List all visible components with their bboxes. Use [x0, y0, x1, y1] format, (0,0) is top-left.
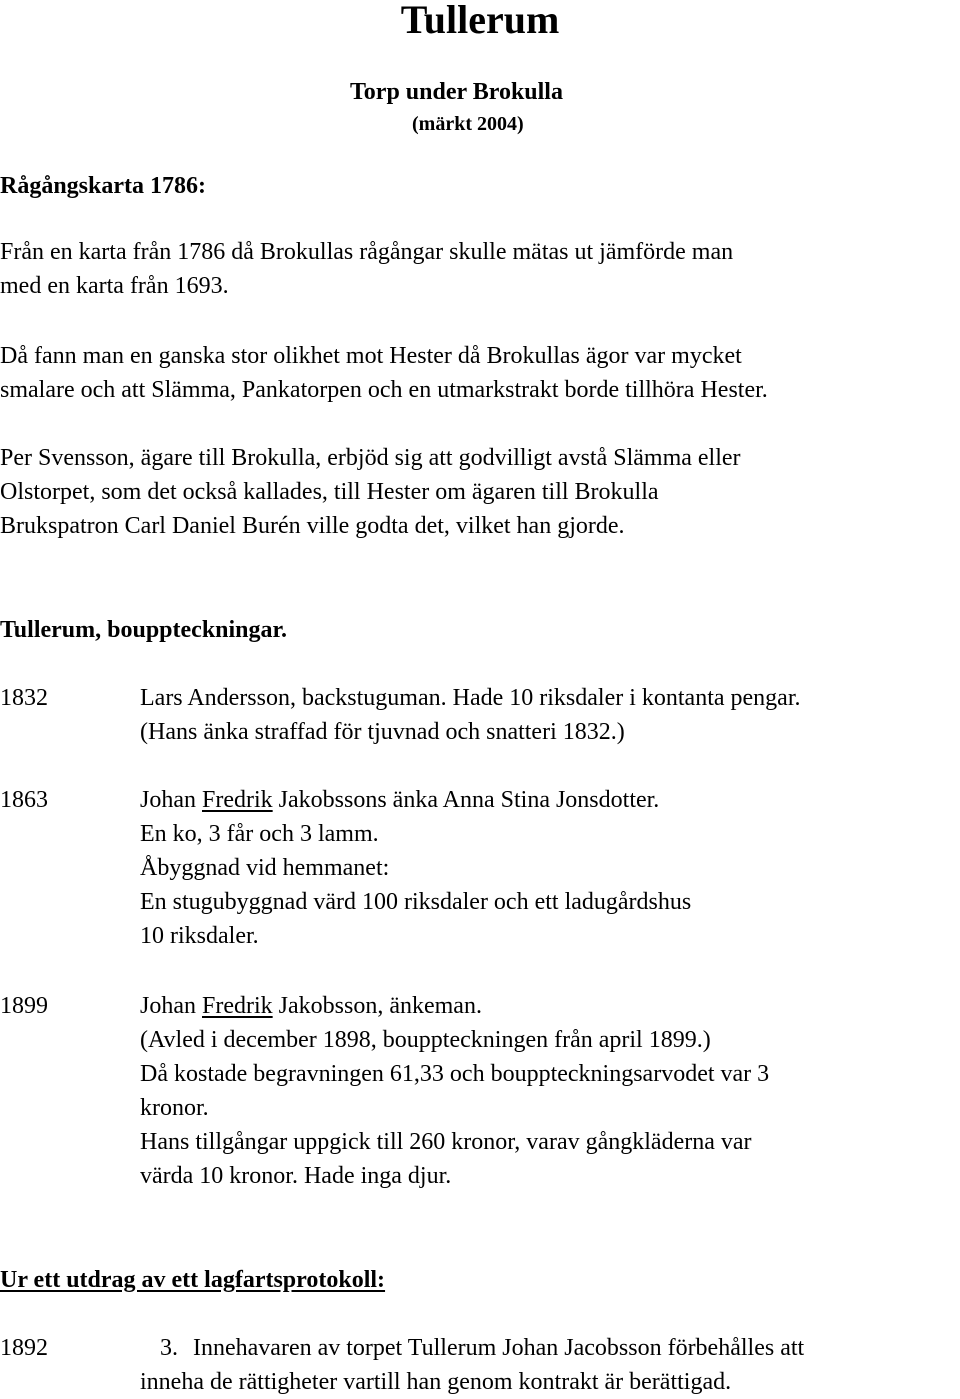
entry-1832-line-2: (Hans änka straffad för tjuvnad och snatteri 1832.) — [140, 719, 625, 745]
deed-year-1892: 1892 — [0, 1335, 48, 1361]
entry-1863-name-end: Jakobssons änka Anna Stina Jonsdotter. — [272, 787, 660, 813]
entry-1863-line-3: Åbyggnad vid hemmanet: — [140, 855, 390, 881]
paragraph-1-line-2: med en karta från 1693. — [0, 273, 229, 299]
entry-year-1832: 1832 — [0, 685, 48, 711]
page-title: Tullerum — [400, 0, 560, 42]
entry-1863-name-start: Johan — [140, 787, 202, 813]
entry-1899-line-4: kronor. — [140, 1095, 209, 1121]
entry-1899-line-2: (Avled i december 1898, bouppteckningen från april 1899.) — [140, 1027, 711, 1053]
entry-year-1899: 1899 — [0, 993, 48, 1019]
deed-line-2: inneha de rättigheter vartill han genom kontrakt är berättigad. — [140, 1369, 732, 1395]
entry-1899-name-start: Johan — [140, 993, 202, 1019]
page-subtitle: Torp under Brokulla — [350, 79, 563, 105]
paragraph-3-line-3: Brukspatron Carl Daniel Burén ville godta det, vilket han gjorde. — [0, 513, 625, 539]
entry-1899-line-3: Då kostade begravningen 61,33 och bouppteckningsarvodet var 3 — [140, 1061, 770, 1087]
entry-1863-line-5: 10 riksdaler. — [140, 923, 259, 949]
section-heading-map: Rågångskarta 1786: — [0, 173, 207, 199]
paragraph-3-line-2: Olstorpet, som det också kallades, till Hester om ägaren till Brokulla — [0, 479, 659, 505]
entry-1863-line-2: En ko, 3 får och 3 lamm. — [140, 821, 379, 847]
entry-year-1863: 1863 — [0, 787, 48, 813]
section-heading-inventories: Tullerum, bouppteckningar. — [0, 617, 287, 643]
entry-1899-name-underlined: Fredrik — [202, 993, 273, 1019]
marked-note: (märkt 2004) — [412, 113, 524, 135]
entry-1899-name-end: Jakobsson, änkeman. — [272, 993, 482, 1019]
paragraph-2-line-1: Då fann man en ganska stor olikhet mot Hester då Brokullas ägor var mycket — [0, 343, 742, 369]
paragraph-1-line-1: Från en karta från 1786 då Brokullas rågångar skulle mätas ut jämförde man — [0, 239, 734, 265]
deed-item-number: 3. — [160, 1335, 178, 1361]
entry-1863-line-1 — [140, 783, 659, 817]
paragraph-2-line-2: smalare och att Slämma, Pankatorpen och en utmarkstrakt borde tillhöra Hester. — [0, 377, 768, 403]
entry-1863-line-4: En stugubyggnad värd 100 riksdaler och ett ladugårdshus — [140, 889, 692, 915]
paragraph-3-line-1: Per Svensson, ägare till Brokulla, erbjöd sig att godvilligt avstå Slämma eller — [0, 445, 741, 471]
entry-1899-line-6: värda 10 kronor. Hade inga djur. — [140, 1163, 452, 1189]
section-heading-title-deed: Ur ett utdrag av ett lagfartsprotokoll: — [0, 1267, 386, 1293]
deed-line-1: Innehavaren av torpet Tullerum Johan Jacobsson förbehålles att — [193, 1335, 805, 1361]
entry-1832-line-1: Lars Andersson, backstuguman. Hade 10 riksdaler i kontanta pengar. — [140, 685, 801, 711]
entry-1899-line-1 — [140, 989, 482, 1023]
entry-1863-name-underlined: Fredrik — [202, 787, 273, 813]
entry-1899-line-5: Hans tillgångar uppgick till 260 kronor, varav gångkläderna var — [140, 1129, 752, 1155]
